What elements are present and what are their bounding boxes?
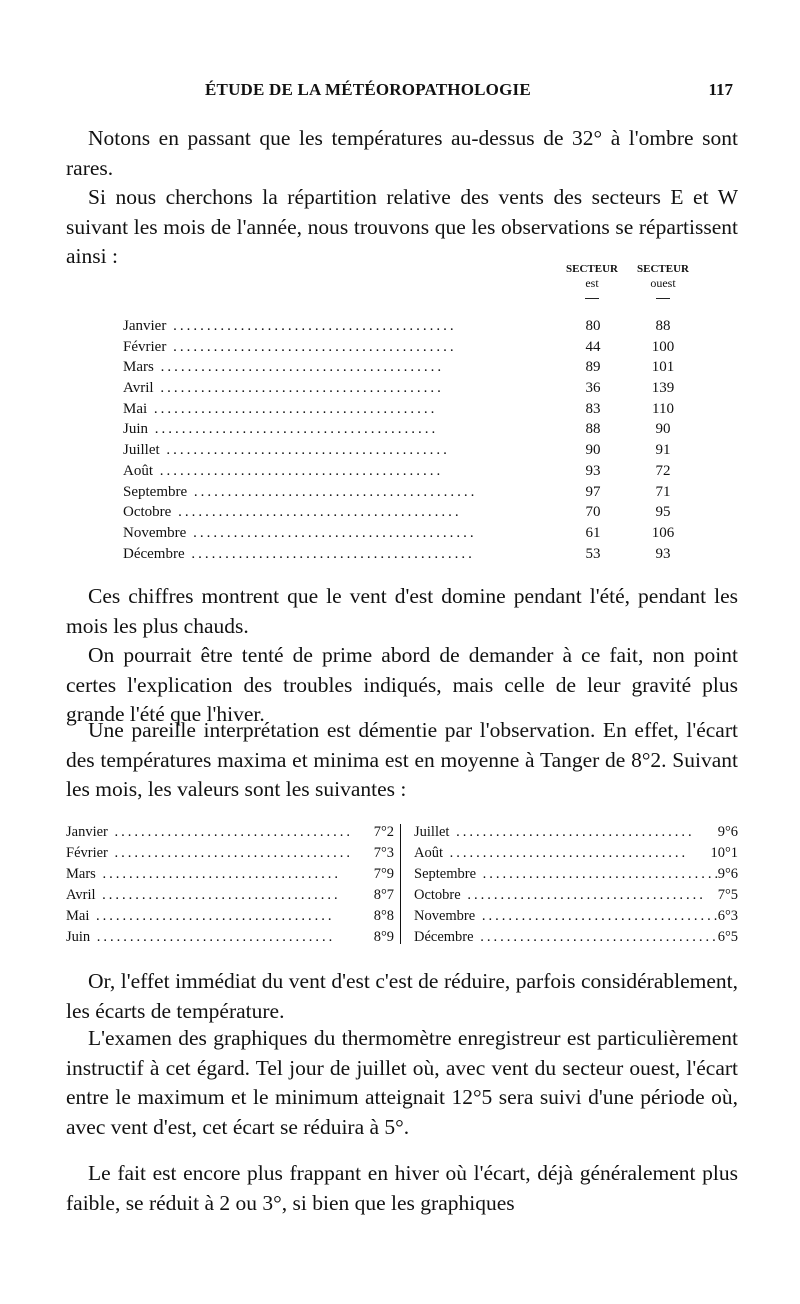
temperature-range-value: 10°1	[710, 845, 738, 861]
west-count: 106	[651, 524, 675, 541]
month-name: Août	[123, 462, 153, 479]
leader-dots: ....................................	[90, 929, 336, 945]
leader-dots: ..........................................	[153, 462, 444, 479]
month-label	[66, 843, 353, 864]
leader-dots: ..........................................	[147, 400, 438, 417]
west-count: 90	[655, 421, 671, 438]
running-header	[0, 80, 800, 104]
month-name: Avril	[123, 380, 154, 397]
table-row	[123, 337, 703, 358]
table-row	[414, 906, 738, 927]
west-count: 91	[655, 442, 671, 459]
paragraph-east-wind-summer	[66, 582, 738, 641]
leader-dots: ..........................................	[153, 380, 444, 397]
month-label	[123, 440, 538, 461]
leader-dots: ....................................	[473, 929, 719, 945]
west-count: 93	[655, 545, 671, 562]
column-header-line: SECTEUR	[566, 263, 618, 275]
leader-dots: ....................................	[475, 908, 721, 924]
temperature-range-value: 8°8	[373, 908, 394, 924]
month-name: Octobre	[123, 504, 172, 521]
table-row	[66, 843, 394, 864]
month-label	[123, 316, 538, 337]
table-row	[123, 316, 703, 337]
temperature-range-value: 7°2	[373, 824, 394, 840]
paragraph-winds-intro	[66, 183, 738, 272]
month-name: Août	[414, 845, 443, 861]
month-name: Février	[123, 338, 167, 355]
leader-dots: ....................................	[95, 866, 341, 882]
table-row	[123, 440, 703, 461]
east-count: 90	[585, 442, 601, 459]
west-count: 101	[651, 359, 675, 376]
leader-dots: ..........................................	[184, 545, 475, 562]
month-label	[66, 927, 336, 948]
leader-dots: ....................................	[107, 845, 353, 861]
month-label	[123, 523, 538, 544]
paragraph-text: Notons en passant que les températures au-dessus de 32° à l'ombre sont rares.	[66, 126, 738, 180]
month-name: Novembre	[414, 908, 476, 924]
temperature-range-value: 9°6	[717, 824, 738, 840]
table-row	[66, 864, 394, 885]
east-count: 80	[585, 318, 601, 334]
west-count: 95	[655, 504, 671, 521]
paragraph-text: Le fait est encore plus frappant en hiver où l'écart, déjà généralement plus faible, se réduit à 2 ou 3°, si bien que les graphiques	[66, 1161, 738, 1215]
table-row	[414, 843, 738, 864]
paragraph-winter	[66, 1159, 738, 1218]
table-row	[66, 885, 394, 906]
table-row	[414, 927, 738, 948]
column-header-west	[628, 262, 698, 290]
table-row	[123, 378, 703, 399]
column-header-east	[557, 262, 627, 290]
month-label	[66, 822, 353, 843]
temperature-range-table	[66, 822, 738, 946]
temperature-range-value: 9°6	[717, 866, 738, 882]
table-row	[414, 822, 738, 843]
east-count: 44	[585, 338, 601, 355]
leader-dots: ....................................	[443, 845, 689, 861]
column-dash	[585, 298, 599, 299]
table-row	[66, 927, 394, 948]
month-name: Mars	[66, 866, 96, 882]
paragraph-thermometer	[66, 1024, 738, 1142]
temperature-range-value: 7°5	[717, 887, 738, 903]
leader-dots: ....................................	[449, 824, 695, 840]
west-count: 72	[655, 462, 671, 479]
month-label	[123, 544, 538, 565]
table-row	[123, 461, 703, 482]
table-row	[123, 544, 703, 565]
leader-dots: ....................................	[460, 887, 706, 903]
leader-dots: ..........................................	[159, 442, 450, 459]
temperature-table-left-column	[66, 822, 394, 948]
month-label	[123, 337, 538, 358]
east-count: 36	[585, 380, 601, 397]
leader-dots: ..........................................	[171, 504, 462, 521]
month-label	[66, 906, 336, 927]
paragraph-east-wind-effect	[66, 967, 738, 1026]
month-label	[123, 419, 538, 440]
month-name: Décembre	[414, 929, 474, 945]
table-row	[414, 885, 738, 906]
west-count: 100	[651, 338, 675, 355]
leader-dots: ..........................................	[186, 524, 477, 541]
leader-dots: ..........................................	[166, 318, 457, 334]
east-count: 93	[585, 462, 601, 479]
winds-table-header	[123, 262, 703, 312]
east-count: 89	[585, 359, 601, 376]
table-row	[414, 864, 738, 885]
month-name: Janvier	[123, 318, 167, 334]
winds-table-body	[123, 316, 703, 564]
table-row	[123, 357, 703, 378]
month-name: Juin	[123, 421, 149, 438]
month-label	[414, 906, 721, 927]
month-name: Juin	[66, 929, 91, 945]
paragraph-temperatures-rare	[66, 124, 738, 183]
table-row	[123, 399, 703, 420]
leader-dots: ....................................	[89, 908, 335, 924]
month-name: Février	[66, 845, 108, 861]
east-count: 61	[585, 524, 601, 541]
month-label	[66, 885, 341, 906]
running-title: ÉTUDE DE LA MÉTÉOROPATHOLOGIE	[205, 80, 531, 99]
leader-dots: ..........................................	[166, 338, 457, 355]
month-label	[66, 864, 341, 885]
month-label	[123, 357, 538, 378]
month-label	[414, 864, 722, 885]
column-header-line: SECTEUR	[637, 263, 689, 275]
paragraph-text: Une pareille interprétation est démentie par l'observation. En effet, l'écart des températures maxima et minima est en moyenne à Tanger de 8°2. Suivant les mois, les valeurs sont les suivantes :	[66, 718, 738, 801]
month-name: Septembre	[414, 866, 477, 882]
table-row	[66, 822, 394, 843]
paragraph-text: Si nous cherchons la répartition relative des vents des secteurs E et W suivant les mois de l'année, nous trouvons que les observations se répartissent ainsi :	[66, 185, 738, 268]
month-name: Mars	[123, 359, 154, 376]
temperature-range-value: 8°7	[373, 887, 394, 903]
temperature-range-value: 6°5	[717, 929, 738, 945]
east-count: 88	[585, 421, 601, 438]
month-label	[414, 822, 695, 843]
month-label	[414, 843, 689, 864]
paragraph-text: Ces chiffres montrent que le vent d'est domine pendant l'été, pendant les mois les plus chauds.	[66, 584, 738, 638]
leader-dots: ....................................	[107, 824, 353, 840]
leader-dots: ....................................	[95, 887, 341, 903]
month-name: Juillet	[414, 824, 450, 840]
month-name: Mai	[123, 400, 148, 417]
east-count: 70	[585, 504, 601, 521]
table-row	[123, 482, 703, 503]
leader-dots: ..........................................	[148, 421, 439, 438]
table-row	[123, 523, 703, 544]
paragraph-interpretation	[66, 716, 738, 805]
east-count: 83	[585, 400, 601, 417]
temperature-range-value: 7°9	[373, 866, 394, 882]
temperature-range-value: 8°9	[373, 929, 394, 945]
west-count: 110	[652, 400, 674, 417]
temperature-table-right-column	[414, 822, 738, 948]
month-label	[123, 399, 538, 420]
month-label	[123, 378, 538, 399]
temperature-range-value: 7°3	[373, 845, 394, 861]
column-divider	[400, 824, 401, 944]
paragraph-text: L'examen des graphiques du thermomètre enregistreur est particulièrement instructif à cet égard. Tel jour de juillet où, avec vent du secteur ouest, l'écart entre le maximum et le minimum atteignait 12°5 sera suivi d'une période où, avec vent d'est, cet écart se réduira à 5°.	[66, 1026, 738, 1139]
month-label	[414, 885, 706, 906]
table-row	[123, 502, 703, 523]
column-dash	[656, 298, 670, 299]
page-number: 117	[708, 80, 733, 99]
month-label	[123, 461, 538, 482]
paragraph-text: On pourrait être tenté de prime abord de demander à ce fait, non point certes l'explication des troubles indiqués, mais celle de leur gravité plus grande l'été que l'hiver.	[66, 643, 738, 726]
table-row	[123, 419, 703, 440]
east-count: 97	[585, 483, 601, 500]
month-label	[414, 927, 719, 948]
month-name: Octobre	[414, 887, 461, 903]
leader-dots: ..........................................	[187, 483, 478, 500]
month-name: Janvier	[66, 824, 108, 840]
month-name: Juillet	[123, 442, 160, 459]
paragraph-text: Or, l'effet immédiat du vent d'est c'est de réduire, parfois considérablement, les écarts de température.	[66, 969, 738, 1023]
temperature-range-value: 6°3	[717, 908, 738, 924]
month-name: Novembre	[123, 524, 187, 541]
column-header-line: est	[585, 276, 599, 290]
leader-dots: ..........................................	[153, 359, 445, 376]
month-label	[123, 482, 538, 503]
month-name: Mai	[66, 908, 90, 924]
west-count: 88	[655, 318, 671, 334]
east-count: 53	[585, 545, 601, 562]
month-name: Avril	[66, 887, 96, 903]
leader-dots: ....................................	[476, 866, 722, 882]
month-label	[123, 502, 538, 523]
west-count: 139	[651, 380, 675, 397]
month-name: Septembre	[123, 483, 188, 500]
month-name: Décembre	[123, 545, 185, 562]
column-header-line: ouest	[650, 276, 676, 290]
table-row	[66, 906, 394, 927]
west-count: 71	[655, 483, 671, 500]
